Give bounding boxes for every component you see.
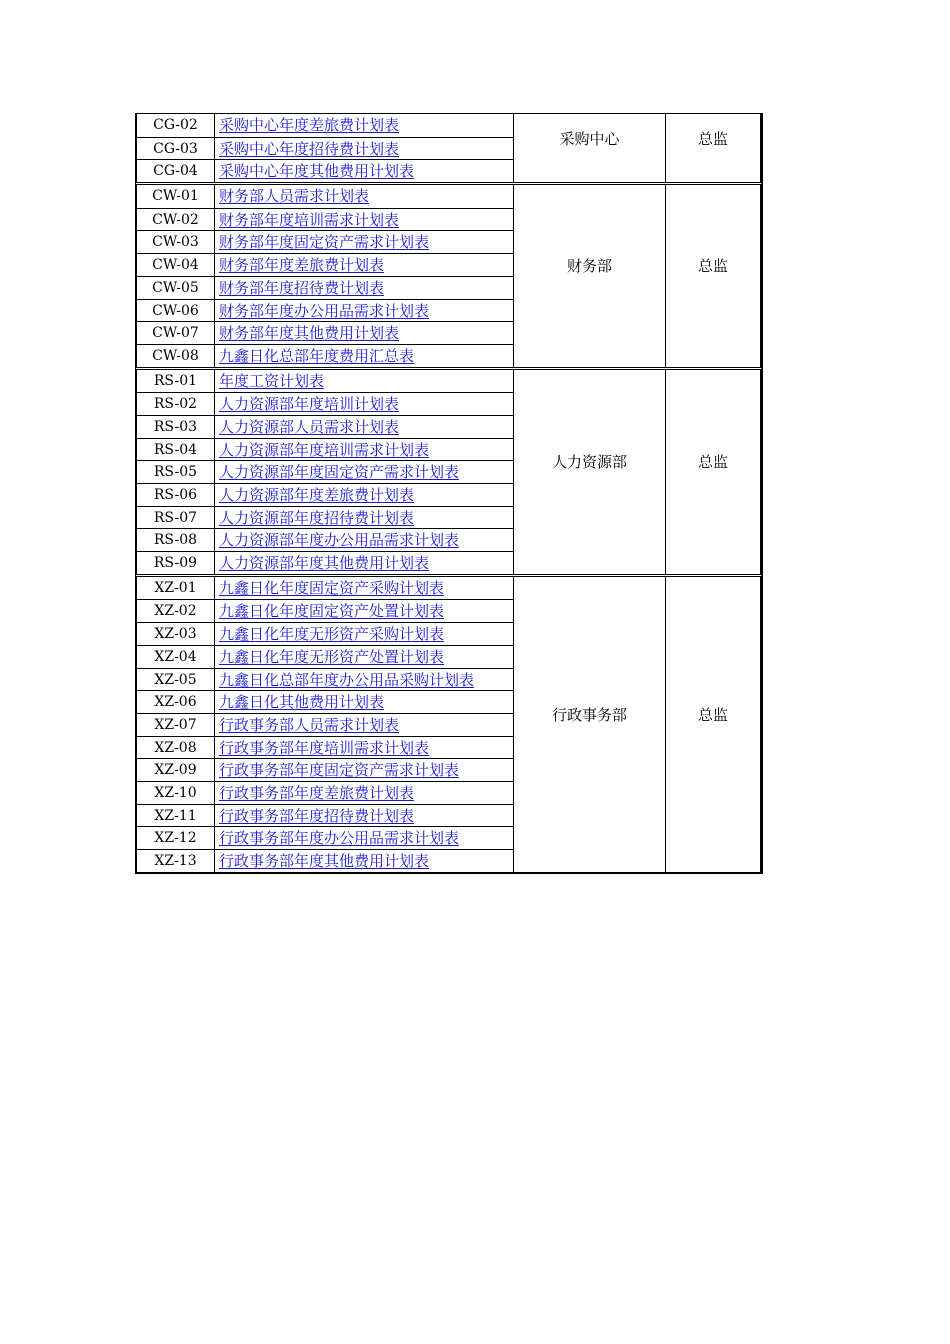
form-title-link[interactable]: 人力资源部人员需求计划表 <box>219 417 400 436</box>
owner-title: 总监 <box>697 453 728 472</box>
form-title-link[interactable]: 采购中心年度其他费用计划表 <box>219 162 415 181</box>
department-name: 财务部 <box>566 257 612 276</box>
form-title-cell <box>215 737 514 759</box>
form-code: CW-06 <box>137 300 215 322</box>
form-title-link[interactable]: 人力资源部年度培训计划表 <box>219 395 400 414</box>
form-title-cell <box>215 254 514 276</box>
form-title-link[interactable]: 人力资源部年度培训需求计划表 <box>219 440 430 459</box>
form-title-cell <box>215 600 514 622</box>
form-title-link[interactable]: 九鑫日化年度无形资产处置计划表 <box>219 647 445 666</box>
form-title-cell <box>215 577 514 600</box>
form-title-cell <box>215 646 514 668</box>
form-title-cell <box>215 114 514 137</box>
form-code: CW-07 <box>137 322 215 344</box>
form-code: XZ-05 <box>137 669 215 691</box>
table-row <box>137 713 514 736</box>
table-row <box>137 438 514 461</box>
department-group <box>135 574 763 874</box>
form-title-cell <box>215 782 514 804</box>
form-list <box>137 185 514 367</box>
form-code: XZ-09 <box>137 759 215 781</box>
table-row <box>137 826 514 849</box>
form-title-cell <box>215 231 514 253</box>
table-row <box>137 299 514 322</box>
form-title-cell <box>215 370 514 393</box>
form-title-cell <box>215 322 514 344</box>
form-title-link[interactable]: 采购中心年度差旅费计划表 <box>219 116 400 134</box>
table-row <box>137 849 514 872</box>
form-title-cell <box>215 209 514 231</box>
owner-title: 总监 <box>697 129 728 148</box>
table-row <box>137 483 514 506</box>
form-title-link[interactable]: 财务部年度招待费计划表 <box>219 278 385 297</box>
table-row <box>137 392 514 415</box>
form-title-link[interactable]: 九鑫日化年度固定资产处置计划表 <box>219 602 445 621</box>
form-title-cell <box>215 507 514 529</box>
table-row <box>137 804 514 827</box>
form-list <box>137 370 514 574</box>
owner-title: 总监 <box>697 257 728 276</box>
form-title-link[interactable]: 年度工资计划表 <box>219 371 325 390</box>
department-cell <box>514 577 666 872</box>
form-title-link[interactable]: 九鑫日化总部年度办公用品采购计划表 <box>219 670 475 689</box>
form-title-link[interactable]: 人力资源部年度固定资产需求计划表 <box>219 463 460 482</box>
department-name: 采购中心 <box>559 129 620 148</box>
form-title-cell <box>215 552 514 574</box>
department-group <box>135 113 763 182</box>
table-row <box>137 137 514 160</box>
form-code: RS-06 <box>137 484 215 506</box>
table-row <box>137 415 514 438</box>
form-title-link[interactable]: 九鑫日化年度无形资产采购计划表 <box>219 625 445 644</box>
form-code: RS-02 <box>137 393 215 415</box>
table-row <box>137 551 514 574</box>
form-code: CG-03 <box>137 138 215 160</box>
department-group <box>135 182 763 367</box>
table-row <box>137 599 514 622</box>
form-code: RS-07 <box>137 507 215 529</box>
form-code: RS-08 <box>137 529 215 551</box>
form-code: CW-02 <box>137 209 215 231</box>
table-row <box>137 253 514 276</box>
table-row <box>137 159 514 182</box>
form-title-link[interactable]: 人力资源部年度差旅费计划表 <box>219 486 415 504</box>
form-title-link[interactable]: 行政事务部年度固定资产需求计划表 <box>219 761 460 780</box>
form-title-link[interactable]: 财务部年度其他费用计划表 <box>219 324 400 343</box>
form-code: XZ-10 <box>137 782 215 804</box>
form-code: CW-05 <box>137 277 215 299</box>
form-title-link[interactable]: 行政事务部年度招待费计划表 <box>219 806 415 825</box>
form-code: XZ-13 <box>137 850 215 872</box>
form-title-cell <box>215 138 514 160</box>
table-row <box>137 645 514 668</box>
department-name: 行政事务部 <box>551 705 627 724</box>
form-title-link[interactable]: 九鑫日化年度固定资产采购计划表 <box>219 578 445 597</box>
owner-cell <box>666 114 760 182</box>
form-title-link[interactable]: 九鑫日化其他费用计划表 <box>219 693 385 712</box>
form-title-link[interactable]: 行政事务部年度办公用品需求计划表 <box>219 829 460 848</box>
owner-cell <box>666 185 760 367</box>
form-code: XZ-03 <box>137 623 215 645</box>
department-name: 人力资源部 <box>551 453 627 472</box>
owner-title: 总监 <box>697 705 728 724</box>
form-title-cell <box>215 345 514 367</box>
form-code: RS-05 <box>137 461 215 483</box>
form-title-link[interactable]: 财务部年度固定资产需求计划表 <box>219 233 430 252</box>
form-code: RS-03 <box>137 416 215 438</box>
form-title-link[interactable]: 人力资源部年度其他费用计划表 <box>219 554 430 573</box>
table-row <box>137 321 514 344</box>
table-row <box>137 185 514 208</box>
table-row <box>137 506 514 529</box>
department-group <box>135 367 763 574</box>
form-title-link[interactable]: 九鑫日化总部年度费用汇总表 <box>219 346 415 365</box>
form-title-link[interactable]: 行政事务部年度培训需求计划表 <box>219 738 430 757</box>
form-title-cell <box>215 461 514 483</box>
table-row <box>137 690 514 713</box>
form-code: RS-09 <box>137 552 215 574</box>
form-title-cell <box>215 185 514 208</box>
form-title-link[interactable]: 人力资源部年度招待费计划表 <box>219 508 415 527</box>
form-title-link[interactable]: 财务部年度培训需求计划表 <box>219 210 400 229</box>
table-row <box>137 528 514 551</box>
table-row <box>137 344 514 367</box>
form-code: RS-01 <box>137 370 215 393</box>
table-row <box>137 622 514 645</box>
form-title-cell <box>215 623 514 645</box>
form-code: XZ-04 <box>137 646 215 668</box>
form-title-cell <box>215 416 514 438</box>
department-cell <box>514 114 666 182</box>
table-row <box>137 668 514 691</box>
form-code: XZ-01 <box>137 577 215 600</box>
form-title-cell <box>215 714 514 736</box>
form-code: XZ-08 <box>137 737 215 759</box>
form-title-cell <box>215 805 514 827</box>
table-row <box>137 208 514 231</box>
form-title-cell <box>215 277 514 299</box>
form-title-link[interactable]: 行政事务部年度差旅费计划表 <box>219 783 415 802</box>
form-title-cell <box>215 300 514 322</box>
table-row <box>137 736 514 759</box>
form-title-cell <box>215 439 514 461</box>
department-cell <box>514 185 666 367</box>
form-title-link[interactable]: 财务部人员需求计划表 <box>219 187 370 206</box>
form-title-link[interactable]: 财务部年度办公用品需求计划表 <box>219 301 430 320</box>
owner-cell <box>666 370 760 574</box>
table-row <box>137 577 514 600</box>
form-title-cell <box>215 669 514 691</box>
form-code: XZ-02 <box>137 600 215 622</box>
form-code: XZ-12 <box>137 827 215 849</box>
form-title-cell <box>215 160 514 182</box>
form-title-link[interactable]: 行政事务部年度其他费用计划表 <box>219 852 430 870</box>
form-code: XZ-11 <box>137 805 215 827</box>
table-row <box>137 114 514 137</box>
form-title-cell <box>215 529 514 551</box>
plan-table <box>135 113 763 874</box>
form-title-cell <box>215 759 514 781</box>
table-row <box>137 370 514 393</box>
form-code: CG-04 <box>137 160 215 182</box>
form-title-link[interactable]: 行政事务部人员需求计划表 <box>219 715 400 734</box>
form-title-link[interactable]: 财务部年度差旅费计划表 <box>219 256 385 275</box>
form-list <box>137 577 514 872</box>
form-title-link[interactable]: 人力资源部年度办公用品需求计划表 <box>219 531 460 550</box>
form-title-cell <box>215 850 514 872</box>
form-code: CW-01 <box>137 185 215 208</box>
form-code: XZ-06 <box>137 691 215 713</box>
table-row <box>137 276 514 299</box>
table-row <box>137 460 514 483</box>
form-code: RS-04 <box>137 439 215 461</box>
owner-cell <box>666 577 760 872</box>
form-title-link[interactable]: 采购中心年度招待费计划表 <box>219 139 400 158</box>
table-row <box>137 230 514 253</box>
form-title-cell <box>215 484 514 506</box>
department-cell <box>514 370 666 574</box>
table-row <box>137 758 514 781</box>
table-row <box>137 781 514 804</box>
form-list <box>137 114 514 182</box>
form-code: CW-03 <box>137 231 215 253</box>
form-code: CG-02 <box>137 114 215 137</box>
form-title-cell <box>215 691 514 713</box>
form-title-cell <box>215 827 514 849</box>
form-code: XZ-07 <box>137 714 215 736</box>
form-code: CW-08 <box>137 345 215 367</box>
form-code: CW-04 <box>137 254 215 276</box>
form-title-cell <box>215 393 514 415</box>
